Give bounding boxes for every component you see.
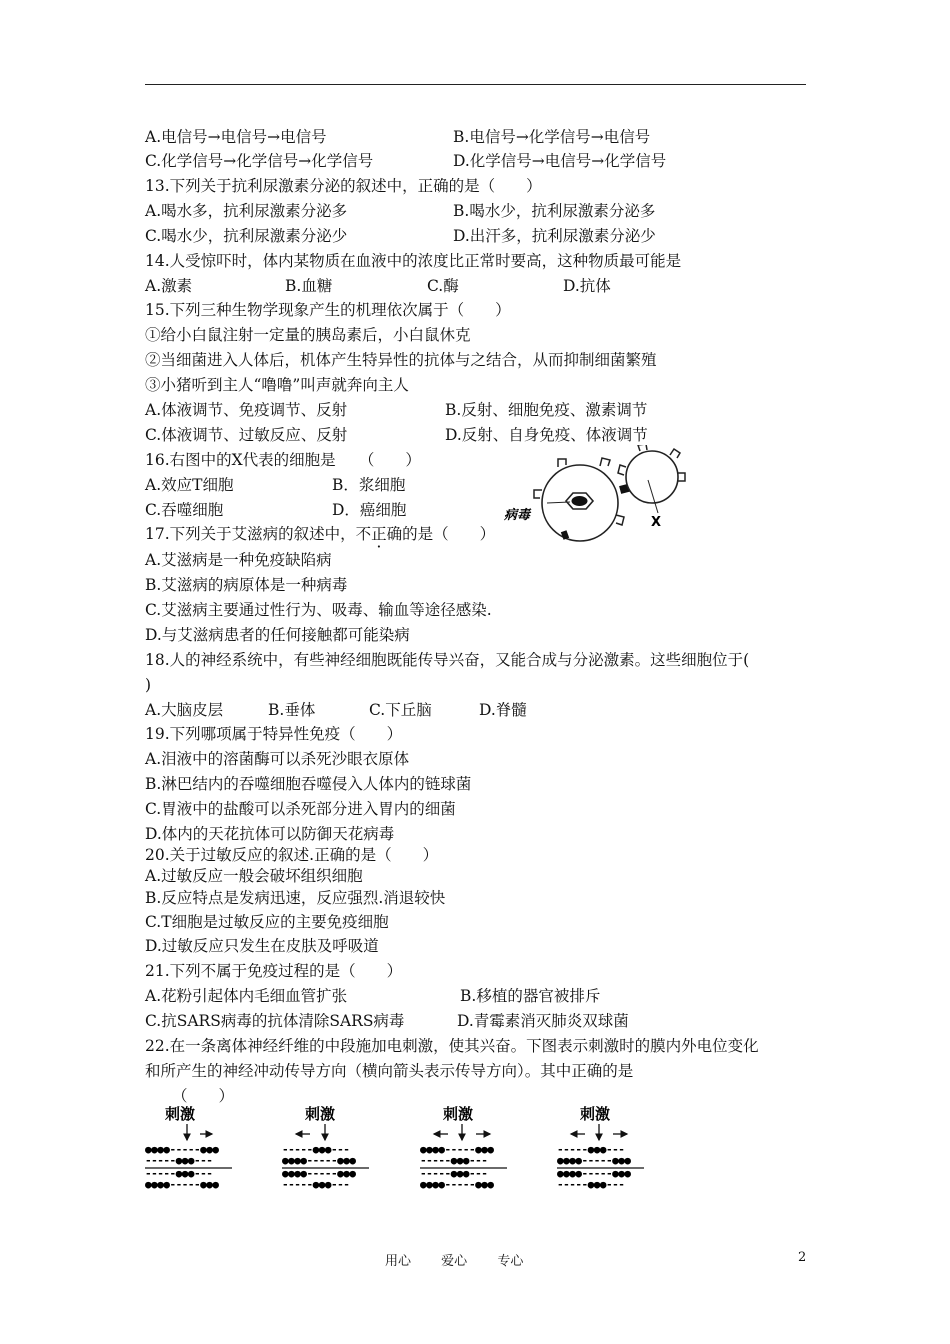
option-18b: B.垂体 — [268, 701, 316, 719]
panel-a — [145, 1105, 232, 1191]
option-13a: A.喝水多，抗利尿激素分泌多 — [145, 202, 348, 220]
footer-word-3: 专心 — [497, 1254, 524, 1269]
membrane-a-1: ●●●●-----●●● — [145, 1143, 219, 1156]
option-12c: C.化学信号→化学信号→化学信号 — [145, 152, 374, 170]
option-20c: C.T细胞是过敏反应的主要免疫细胞 — [145, 913, 389, 931]
option-17b: B.艾滋病的病原体是一种病毒 — [145, 576, 348, 594]
membrane-d-1: -----●●●--- — [557, 1143, 625, 1156]
membrane-b-1: -----●●●--- — [282, 1143, 350, 1156]
option-17c: C.艾滋病主要通过性行为、吸毒、输血等途径感染. — [145, 601, 492, 619]
x-label: X — [651, 515, 662, 530]
option-14b: B.血糖 — [285, 277, 333, 295]
membrane-d-3: ●●●●-----●●● — [557, 1167, 631, 1180]
option-16d: D．癌细胞 — [332, 501, 407, 519]
q17-pre: 17.下列关于艾滋病的叙述中， — [145, 525, 356, 543]
option-12b: B.电信号→化学信号→电信号 — [453, 128, 651, 146]
option-14c: C.酶 — [427, 277, 459, 295]
stimulus-label-d: 刺激 — [580, 1105, 611, 1123]
membrane-c-3: -----●●●--- — [420, 1167, 488, 1180]
question-18-paren: ) — [145, 676, 152, 694]
item-15-1: ①给小白鼠注射一定量的胰岛素后，小白鼠休克 — [145, 326, 471, 344]
question-17 — [145, 525, 495, 543]
option-19d: D.体内的天花抗体可以防御天花病毒 — [145, 825, 395, 843]
option-21c: C.抗SARS病毒的抗体清除SARS病毒 — [145, 1012, 405, 1030]
question-16: 16.右图中的X代表的细胞是 （ ） — [145, 451, 421, 469]
item-15-3: ③小猪听到主人“噜噜”叫声就奔向主人 — [145, 376, 409, 394]
stimulus-label-c: 刺激 — [443, 1105, 474, 1123]
question-18: 18.人的神经系统中，有些神经细胞既能传导兴奋，又能合成与分泌激素。这些细胞位于( — [145, 651, 750, 669]
virus-label: 病毒 — [504, 508, 531, 523]
option-21a: A.花粉引起体内毛细血管扩张 — [145, 987, 348, 1005]
nerve-impulse-diagram-22 — [140, 1100, 660, 1195]
option-15d: D.反射、自身免疫、体液调节 — [445, 426, 648, 444]
membrane-b-3: ●●●●-----●●● — [282, 1167, 356, 1180]
membrane-a-2: -----●●●--- — [145, 1154, 213, 1167]
q17-emphasis: 不正确 — [355, 525, 403, 543]
membrane-c-2: -----●●●--- — [420, 1154, 488, 1167]
question-19: 19.下列哪项属于特异性免疫（ ） — [145, 725, 403, 743]
option-14d: D.抗体 — [563, 277, 611, 295]
option-13b: B.喝水少，抗利尿激素分泌多 — [453, 202, 656, 220]
membrane-c-4: ●●●●-----●●● — [420, 1178, 494, 1191]
membrane-a-3: -----●●●--- — [145, 1167, 213, 1180]
option-20a: A.过敏反应一般会破坏组织细胞 — [145, 867, 363, 885]
option-17d: D.与艾滋病患者的任何接触都可能染病 — [145, 626, 410, 644]
option-18d: D.脊髓 — [479, 701, 527, 719]
membrane-b-2: ●●●●-----●●● — [282, 1154, 356, 1167]
stimulus-label-b: 刺激 — [305, 1105, 336, 1123]
question-21: 21.下列不属于免疫过程的是（ ） — [145, 962, 403, 980]
item-15-2: ②当细菌进入人体后，机体产生特异性的抗体与之结合，从而抑制细菌繁殖 — [145, 351, 657, 369]
question-15: 15.下列三种生物学现象产生的机理依次属于（ ） — [145, 301, 511, 319]
question-20: 20.关于过敏反应的叙述.正确的是（ ） — [145, 846, 439, 864]
option-21b: B.移植的器官被排斥 — [460, 987, 601, 1005]
option-21d: D.青霉素消灭肺炎双球菌 — [457, 1012, 629, 1030]
membrane-b-4: -----●●●--- — [282, 1178, 350, 1191]
membrane-d-4: -----●●●--- — [557, 1178, 625, 1191]
option-16a: A.效应T细胞 — [145, 476, 234, 494]
option-16b: B．浆细胞 — [332, 476, 406, 494]
option-15c: C.体液调节、过敏反应、反射 — [145, 426, 348, 444]
footer-word-2: 爱心 — [441, 1254, 468, 1269]
question-13: 13.下列关于抗利尿激素分泌的叙述中，正确的是（ ） — [145, 177, 542, 195]
option-12a: A.电信号→电信号→电信号 — [145, 128, 327, 146]
option-19a: A.泪液中的溶菌酶可以杀死沙眼衣原体 — [145, 750, 410, 768]
header-rule — [145, 84, 806, 85]
membrane-c-1: ●●●●-----●●● — [420, 1143, 494, 1156]
option-19b: B.淋巴结内的吞噬细胞吞噬侵入人体内的链球菌 — [145, 775, 472, 793]
panel-c — [420, 1105, 507, 1191]
option-15a: A.体液调节、免疫调节、反射 — [145, 401, 348, 419]
option-17a: A.艾滋病是一种免疫缺陷病 — [145, 551, 332, 569]
option-15b: B.反射、细胞免疫、激素调节 — [445, 401, 648, 419]
question-22-line2: 和所产生的神经冲动传导方向（横向箭头表示传导方向）。其中正确的是 — [145, 1062, 634, 1080]
page-number: 2 — [798, 1250, 807, 1265]
membrane-a-4: ●●●●-----●●● — [145, 1178, 219, 1191]
q17-post: 的是（ ） — [402, 525, 496, 543]
page-footer — [385, 1250, 549, 1269]
stimulus-label-a: 刺激 — [165, 1105, 196, 1123]
option-13c: C.喝水少，抗利尿激素分泌少 — [145, 227, 348, 245]
option-12d: D.化学信号→电信号→化学信号 — [453, 152, 667, 170]
question-22-paren: （ ） — [172, 1087, 235, 1105]
panel-d — [557, 1105, 644, 1191]
option-14a: A.激素 — [145, 277, 193, 295]
panel-b — [282, 1105, 369, 1191]
option-20b: B.反应特点是发病迅速，反应强烈.消退较快 — [145, 889, 446, 907]
question-14: 14.人受惊吓时，体内某物质在血液中的浓度比正常时要高，这种物质最可能是 — [145, 252, 682, 270]
question-22: 22.在一条离体神经纤维的中段施加电刺激，使其兴奋。下图表示刺激时的膜内外电位变化 — [145, 1037, 759, 1055]
option-20d: D.过敏反应只发生在皮肤及呼吸道 — [145, 937, 379, 955]
option-19c: C.胃液中的盐酸可以杀死部分进入胃内的细菌 — [145, 800, 456, 818]
option-18a: A.大脑皮层 — [145, 701, 224, 719]
footer-word-1: 用心 — [385, 1254, 412, 1269]
option-13d: D.出汗多，抗利尿激素分泌少 — [453, 227, 656, 245]
cell-diagram-16 — [500, 445, 695, 545]
option-16c: C.吞噬细胞 — [145, 501, 224, 519]
option-18c: C.下丘脑 — [369, 701, 432, 719]
membrane-d-2: ●●●●-----●●● — [557, 1154, 631, 1167]
